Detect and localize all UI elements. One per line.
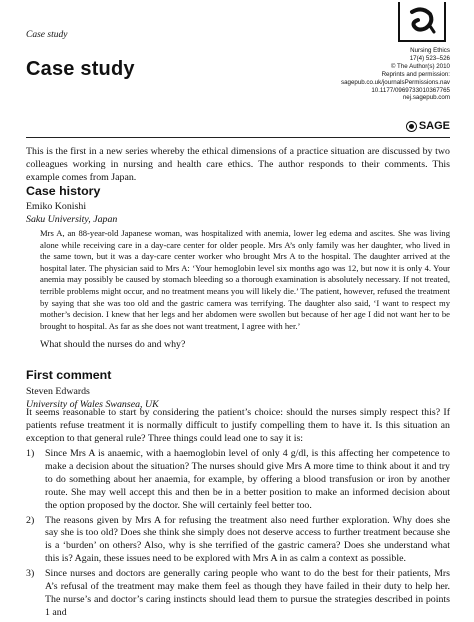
reprints-line: Reprints and permission: <box>381 70 450 78</box>
header-divider <box>26 137 450 138</box>
publisher-logo <box>406 120 450 132</box>
case-history-byline <box>26 201 117 226</box>
case-description: Mrs A, an 88-year-old Japanese woman, was hospitalized with anemia, lower leg edema and ascites. She was living alone while receiving care in a day-care center for older people. Mrs A’s only family was her daughter, who lived in the same town, but it was a day-care center worker who brought Mrs A to the hospital. The daughter arrived at the hospital later. The physician said to Mrs A: ‘Your hemoglobin level six months ago was 12, but now it is only 4. Your anemia may possibly be caused by stomach bleeding so a thorough examination is absolutely necessary. If not treated, terrible problems might occur, and no treatment means you will likely die.’ The patient, however, refused the treatment by saying that she was too old and the gastric camera was terrifying. The daughter also said, ‘I want to respect my mother’s decision. I knew that her legs and her abdomen were swollen but because of her age I did not want her to be brought to hospital. As far as she does not want treatment, I agree with her.’ <box>40 228 450 331</box>
publisher-name: SAGE <box>418 120 450 132</box>
intro-paragraph: This is the first in a new series whereby the ethical dimensions of a practice situation are discussed by two colleagues working in nursing and health care ethics. The author responds to their comments. This example comes from Japan. <box>26 146 450 183</box>
list-item <box>26 568 450 620</box>
permissions-link[interactable]: sagepub.co.uk/journalsPermissions.nav <box>340 78 450 86</box>
copyright-line: © The Author(s) 2010 <box>390 62 450 70</box>
list-item-text: Since Mrs A is anaemic, with a haemoglobin level of only 4 g/dl, is this affecting her competence to make a decision about the situation? The nurses should give Mrs A more time to think about it and try to do something about her anaemia, for example, by offering a blood transfusion or iron by another route. She may well accept this and then be in a better position to make an informed decision about the option proposed by the doctor. She will certainly feel better too. <box>45 448 450 511</box>
list-item-number: 3) <box>26 568 35 580</box>
comment-paragraph: It seems reasonable to start by considering the patient’s choice: should the nurses simply respect this? If patients refuse treatment it is normally difficult to justify compelling them to have it. Is this situation an exception to that general rule? Three things could lead one to say it is: <box>26 407 450 444</box>
journal-website-link[interactable]: nej.sagepub.com <box>402 94 450 102</box>
case-author: Emiko Konishi <box>26 201 87 212</box>
comment-affiliation: University of Wales Swansea, UK <box>26 398 159 410</box>
case-question: What should the nurses do and why? <box>40 339 186 350</box>
list-item-number: 2) <box>26 514 35 526</box>
page-title: Case study <box>26 58 135 80</box>
journal-metadata <box>341 47 450 102</box>
sage-circle-icon <box>406 121 417 132</box>
running-head: Case study <box>26 30 68 40</box>
list-item-number: 1) <box>26 448 35 459</box>
journal-volume: 17(4) 523–526 <box>409 54 450 62</box>
comment-list <box>26 448 450 622</box>
journal-logo-icon <box>398 2 446 42</box>
doi-line[interactable]: 10.1177/0969733010367765 <box>371 86 450 94</box>
list-item <box>26 448 450 513</box>
first-comment-heading: First comment <box>26 368 112 382</box>
list-item <box>26 515 450 567</box>
list-item-text: Since nurses and doctors are generally caring people who want to do the best for their patients, Mrs A’s refusal of the treatment may make them feel as though they have failed in their duty to help her. The nurse’s and doctor’s caring instincts should lead them to pursue the strategies described in points 1 and <box>45 568 450 618</box>
case-affiliation: Saku University, Japan <box>26 213 118 225</box>
list-item-text: The reasons given by Mrs A for refusing the treatment also need further exploration. Why does she say she is too old? Does she think she simply does not deserve access to further treatment because she is a ‘burden’ on others? Also, why is she terrified of the gastric camera? Does she understand what this is? Again, these issues need to be explored with Mrs A in as calm a context as possible. <box>45 514 450 565</box>
case-history-heading: Case history <box>26 184 101 198</box>
comment-author: Steven Edwards <box>26 386 90 397</box>
journal-name: Nursing Ethics <box>410 47 450 54</box>
